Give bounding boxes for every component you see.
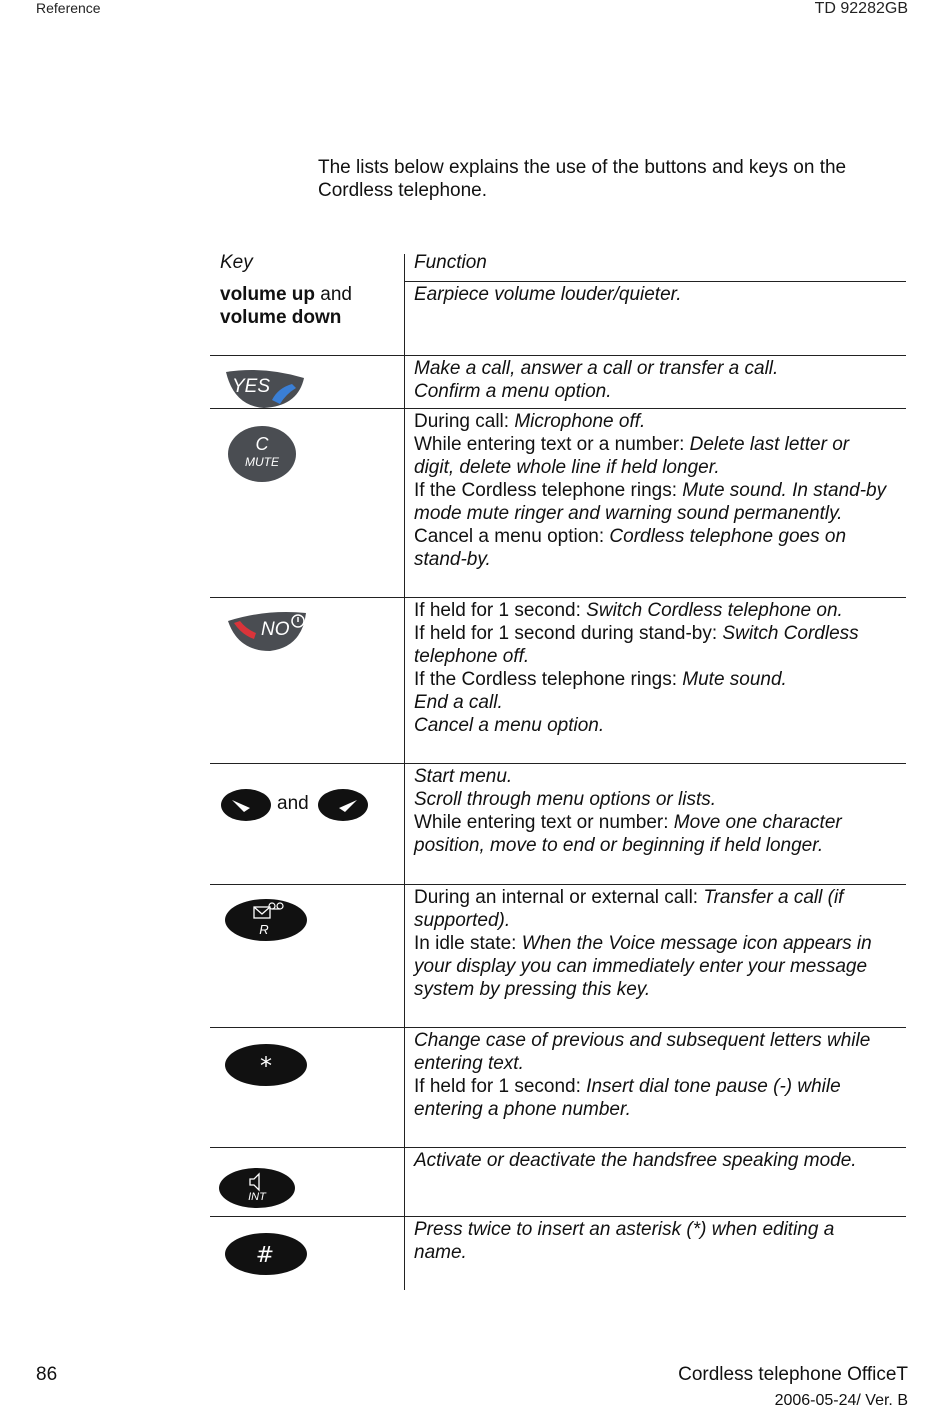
function-description: Switch Cordless xyxy=(722,623,859,644)
function-line xyxy=(414,1098,906,1121)
function-line xyxy=(414,1075,906,1098)
function-line xyxy=(414,622,906,645)
function-line xyxy=(414,1241,906,1264)
function-condition: If held for 1 second: xyxy=(414,1076,587,1097)
function-description: Switch Cordless telephone on. xyxy=(586,600,843,621)
row-divider xyxy=(210,1216,906,1217)
footer-title: Cordless telephone OfficeT xyxy=(678,1364,908,1385)
function-description: Press twice to insert an asterisk (*) when editing a xyxy=(414,1219,835,1240)
function-description: When the Voice message icon appears in xyxy=(521,933,872,954)
function-line xyxy=(414,283,906,306)
function-description: name. xyxy=(414,1242,467,1263)
function-description: Start menu. xyxy=(414,766,513,787)
intro-text: The lists below explains the use of the buttons and keys on the Cordless telephone. xyxy=(318,157,847,201)
function-description: Transfer a call (if xyxy=(703,887,844,908)
r-key xyxy=(224,898,308,942)
function-line xyxy=(414,1149,906,1172)
function-description: Change case of previous and subsequent letters while xyxy=(414,1030,871,1051)
row-divider xyxy=(210,884,906,885)
function-description: Cordless telephone goes on xyxy=(609,526,847,547)
header-doc-id: TD 92282GB xyxy=(814,0,908,17)
row-divider xyxy=(210,355,906,356)
c-key-label: C xyxy=(255,434,269,454)
function-cell xyxy=(414,410,906,571)
function-line xyxy=(414,1218,906,1241)
key-volume xyxy=(220,283,352,329)
function-description: entering a phone number. xyxy=(414,1099,631,1120)
star-key-label: * xyxy=(260,1052,272,1080)
nav-right-key xyxy=(317,788,369,822)
function-description: Microphone off. xyxy=(514,411,646,432)
function-line xyxy=(414,788,906,811)
function-line xyxy=(414,886,906,909)
function-description: telephone off. xyxy=(414,646,530,667)
function-line xyxy=(414,691,906,714)
function-description: Mute sound. xyxy=(682,669,787,690)
function-description: position, move to end or beginning if held longer. xyxy=(414,835,824,856)
function-line xyxy=(414,357,906,380)
function-condition: If held for 1 second during stand-by: xyxy=(414,623,723,644)
hash-key xyxy=(224,1232,308,1276)
function-condition: If the Cordless telephone rings: xyxy=(414,480,683,501)
function-line xyxy=(414,978,906,1001)
function-cell xyxy=(414,599,906,737)
function-line xyxy=(414,765,906,788)
function-description: Activate or deactivate the handsfree speaking mode. xyxy=(414,1150,857,1171)
function-description: mode mute ringer and warning sound permanently. xyxy=(414,503,843,524)
function-description: your display you can immediately enter your message xyxy=(414,956,868,977)
function-line xyxy=(414,525,906,548)
function-line xyxy=(414,645,906,668)
no-key-label: NO xyxy=(261,619,290,640)
function-line xyxy=(414,548,906,571)
function-cell xyxy=(414,765,906,857)
no-key xyxy=(226,609,310,653)
function-description: Confirm a menu option. xyxy=(414,381,612,402)
function-line xyxy=(414,1052,906,1075)
int-key-label: INT xyxy=(248,1191,266,1203)
column-header-key: Key xyxy=(220,252,253,273)
function-line xyxy=(414,433,906,456)
function-line xyxy=(414,502,906,525)
function-description: Earpiece volume louder/quieter. xyxy=(414,284,682,305)
table-header-rule xyxy=(404,281,906,282)
int-key xyxy=(218,1167,296,1209)
function-line xyxy=(414,479,906,502)
function-line xyxy=(414,714,906,737)
function-line xyxy=(414,955,906,978)
function-condition: During call: xyxy=(414,411,515,432)
function-description: Scroll through menu options or lists. xyxy=(414,789,717,810)
function-description: Make a call, answer a call or transfer a call. xyxy=(414,358,779,379)
function-description: Insert dial tone pause (-) while xyxy=(586,1076,841,1097)
row-divider xyxy=(210,763,906,764)
function-description: supported). xyxy=(414,910,511,931)
function-line xyxy=(414,599,906,622)
function-line xyxy=(414,909,906,932)
function-cell xyxy=(414,283,906,306)
function-description: Delete last letter or xyxy=(689,434,850,455)
function-cell xyxy=(414,1218,906,1264)
function-line xyxy=(414,1029,906,1052)
function-line xyxy=(414,668,906,691)
nav-left-key xyxy=(220,788,272,822)
function-description: End a call. xyxy=(414,692,503,713)
function-line xyxy=(414,932,906,955)
and-label: and xyxy=(277,793,309,814)
function-cell xyxy=(414,357,906,403)
function-cell xyxy=(414,1149,906,1172)
row-divider xyxy=(210,1147,906,1148)
function-condition: Cancel a menu option: xyxy=(414,526,610,547)
function-cell xyxy=(414,1029,906,1121)
row-divider xyxy=(210,1027,906,1028)
function-condition: While entering text or a number: xyxy=(414,434,690,455)
column-header-function: Function xyxy=(414,252,487,273)
volume-down-label: volume down xyxy=(220,307,342,328)
function-description: system by pressing this key. xyxy=(414,979,651,1000)
page-number: 86 xyxy=(36,1364,58,1385)
function-description: digit, delete whole line if held longer. xyxy=(414,457,720,478)
volume-and-label: and xyxy=(315,284,352,305)
row-divider xyxy=(210,597,906,598)
function-condition: While entering text or number: xyxy=(414,812,674,833)
mute-key-label: MUTE xyxy=(245,455,279,469)
function-condition: If held for 1 second: xyxy=(414,600,587,621)
star-key xyxy=(224,1043,308,1087)
function-condition: In idle state: xyxy=(414,933,522,954)
function-description: Mute sound. In stand-by xyxy=(682,480,887,501)
function-line xyxy=(414,380,906,403)
function-description: stand-by. xyxy=(414,549,491,570)
table-column-divider xyxy=(404,254,405,1290)
function-line xyxy=(414,834,906,857)
function-condition: During an internal or external call: xyxy=(414,887,704,908)
function-description: entering text. xyxy=(414,1053,524,1074)
function-description: Cancel a menu option. xyxy=(414,715,605,736)
footer-version: 2006-05-24/ Ver. B xyxy=(774,1392,908,1409)
function-cell xyxy=(414,886,906,1001)
header-section: Reference xyxy=(36,0,101,16)
yes-key-label: YES xyxy=(232,376,271,397)
hash-key-label: # xyxy=(255,1243,275,1268)
row-divider xyxy=(210,408,906,409)
yes-key xyxy=(224,366,308,410)
r-key-label: R xyxy=(259,922,269,937)
c-mute-key xyxy=(226,424,298,484)
function-line xyxy=(414,410,906,433)
function-line xyxy=(414,456,906,479)
function-line xyxy=(414,811,906,834)
function-description: Move one character xyxy=(673,812,842,833)
function-condition: If the Cordless telephone rings: xyxy=(414,669,683,690)
volume-up-label: volume up xyxy=(220,284,316,305)
